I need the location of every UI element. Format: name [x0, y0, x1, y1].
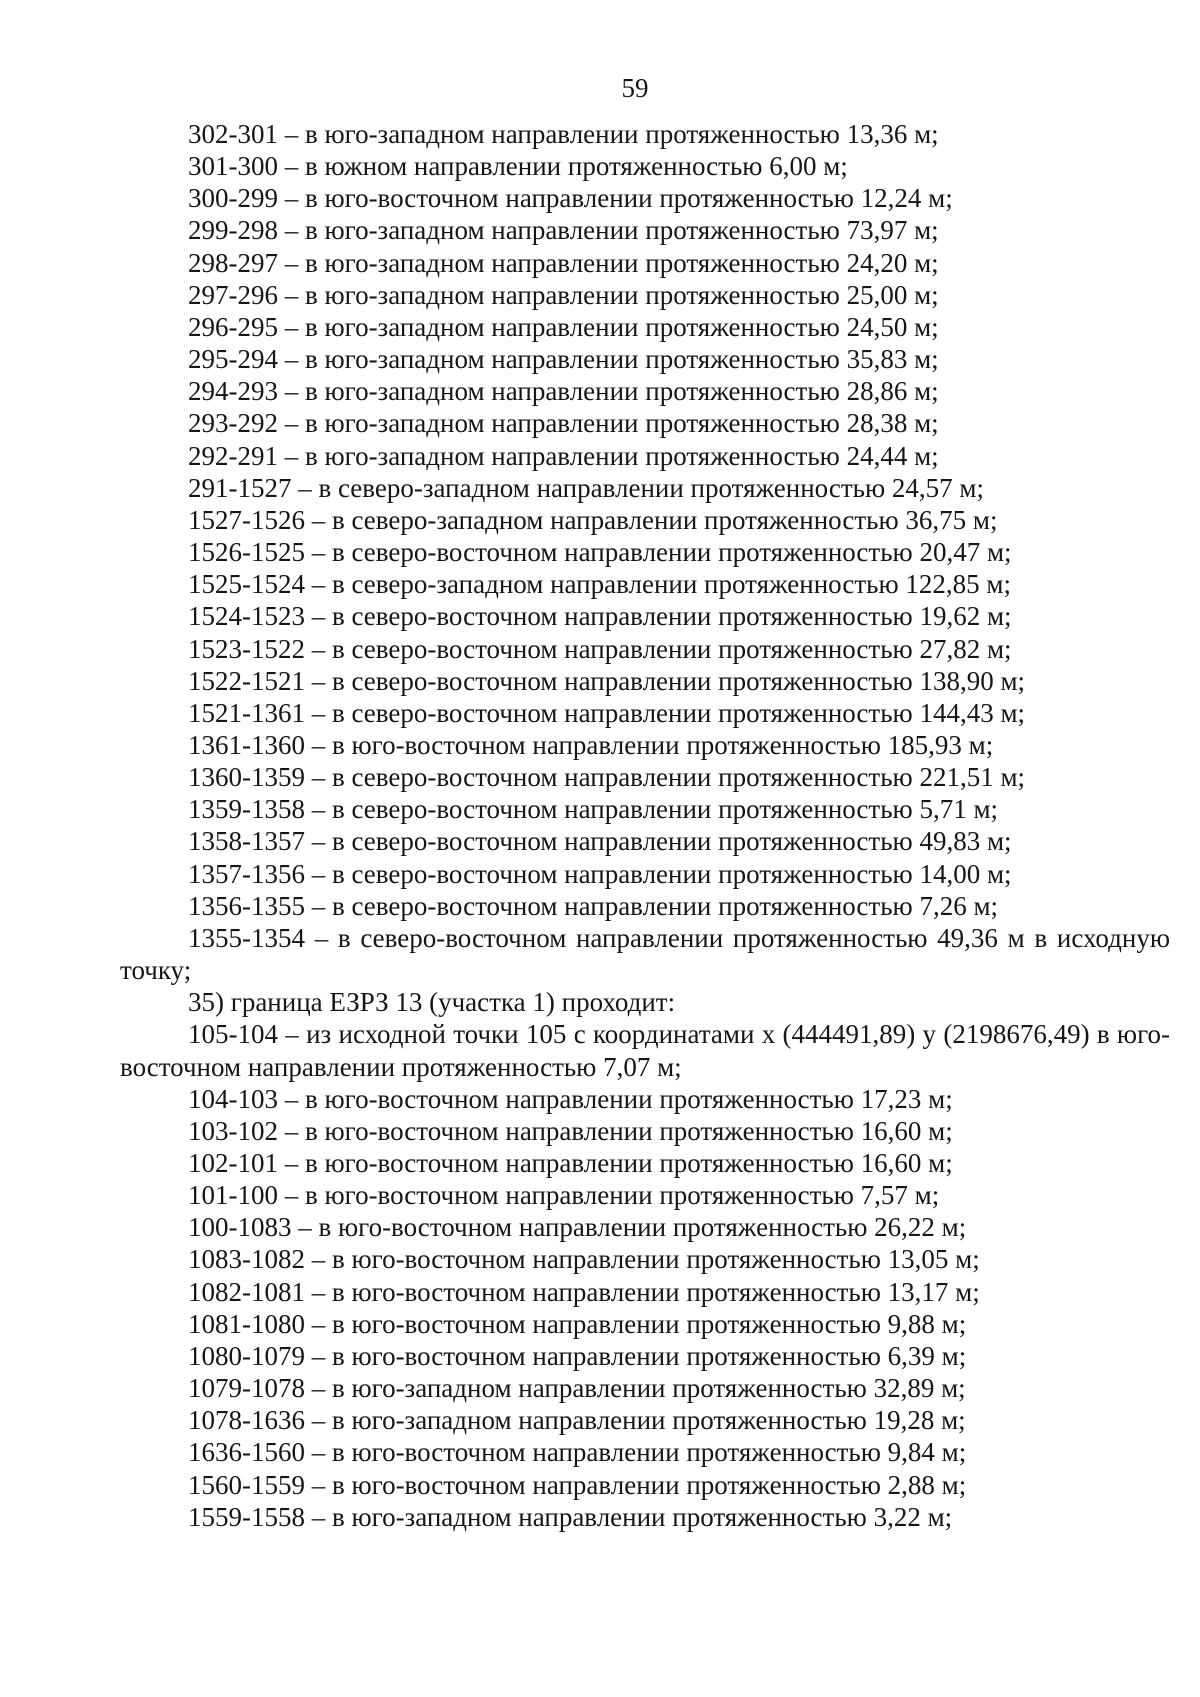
boundary-segment-final: 1355-1354 – в северо-восточном направлении протяженностью 49,36 м в исходную точку; — [120, 922, 1170, 986]
boundary-segment-line: 1356-1355 – в северо-восточном направлении протяженностью 7,26 м; — [188, 890, 999, 921]
boundary-segment-line: 1524-1523 – в северо-восточном направлении протяженностью 19,62 м; — [188, 601, 1012, 632]
boundary-segment-line: 102-101 – в юго-восточном направлении протяженностью 16,60 м; — [188, 1148, 953, 1178]
boundary-segment-line: 295-294 – в юго-западном направлении протяженностью 35,83 м; — [188, 344, 939, 375]
boundary-segment-line: 1080-1079 – в юго-восточном направлении протяженностью 6,39 м; — [188, 1340, 967, 1371]
boundary-segment-line: 301-300 – в южном направлении протяженностью 6,00 м; — [188, 151, 848, 182]
boundary-segment-line: 294-293 – в юго-западном направлении протяженностью 28,86 м; — [188, 376, 939, 407]
boundary-segment-line: 1360-1359 – в северо-восточном направлении протяженностью 221,51 м; — [188, 762, 1026, 793]
boundary-segment-line: 103-102 – в юго-восточном направлении протяженностью 16,60 м; — [188, 1115, 953, 1146]
boundary-segment-list — [120, 118, 1170, 922]
boundary-segment-line: 1359-1358 – в северо-восточном направлении протяженностью 5,71 м; — [188, 794, 999, 825]
boundary-segment-line: 293-292 – в юго-западном направлении протяженностью 28,38 м; — [188, 408, 939, 439]
boundary-segment-list-2 — [120, 1083, 1170, 1533]
section-heading: 35) граница ЕЗРЗ 13 (участка 1) проходит: — [188, 987, 676, 1018]
boundary-segment-line: 1521-1361 – в северо-восточном направлении протяженностью 144,43 м; — [188, 697, 1026, 728]
boundary-segment-line: 298-297 – в юго-западном направлении протяженностью 24,20 м; — [188, 247, 939, 278]
document-body — [120, 118, 1170, 1533]
boundary-segment-line: 104-103 – в юго-восточном направлении протяженностью 17,23 м; — [188, 1083, 953, 1114]
boundary-segment-line: 1526-1525 – в северо-восточном направлении протяженностью 20,47 м; — [188, 537, 1012, 568]
boundary-segment-start: 105-104 – из исходной точки 105 с координатами x (444491,89) y (2198676,49) в юго-восточном направлении протяженностью 7,07 м; — [120, 1019, 1170, 1082]
boundary-segment-line: 1523-1522 – в северо-восточном направлении протяженностью 27,82 м; — [188, 633, 1012, 664]
boundary-segment-line: 299-298 – в юго-западном направлении протяженностью 73,97 м; — [188, 215, 939, 246]
boundary-segment-line: 292-291 – в юго-западном направлении протяженностью 24,44 м; — [188, 440, 939, 471]
page-number: 59 — [621, 73, 649, 103]
boundary-segment-line: 1357-1356 – в северо-восточном направлении протяженностью 14,00 м; — [188, 858, 1012, 889]
boundary-segment-line: 1081-1080 – в юго-восточном направлении протяженностью 9,88 м; — [188, 1308, 967, 1339]
boundary-segment-line: 1559-1558 – в юго-западном направлении протяженностью 3,22 м; — [188, 1501, 953, 1532]
boundary-segment-line: 300-299 – в юго-восточном направлении протяженностью 12,24 м; — [188, 183, 953, 214]
boundary-segment-line: 1082-1081 – в юго-восточном направлении протяженностью 13,17 м; — [188, 1276, 980, 1307]
boundary-segment-line: 1078-1636 – в юго-западном направлении протяженностью 19,28 м; — [188, 1405, 966, 1436]
boundary-segment-line: 100-1083 – в юго-восточном направлении протяженностью 26,22 м; — [188, 1212, 967, 1243]
boundary-segment-line: 101-100 – в юго-восточном направлении протяженностью 7,57 м; — [188, 1180, 940, 1211]
boundary-segment-line: 1083-1082 – в юго-восточном направлении протяженностью 13,05 м; — [188, 1244, 980, 1275]
boundary-segment-line: 1527-1526 – в северо-западном направлении протяженностью 36,75 м; — [188, 504, 998, 535]
boundary-segment-line: 1525-1524 – в северо-западном направлении протяженностью 122,85 м; — [188, 569, 1011, 600]
boundary-segment-line: 1361-1360 – в юго-восточном направлении протяженностью 185,93 м; — [188, 729, 994, 760]
boundary-segment-line: 1522-1521 – в северо-восточном направлении протяженностью 138,90 м; — [188, 665, 1026, 696]
boundary-segment-line: 291-1527 – в северо-западном направлении протяженностью 24,57 м; — [188, 472, 984, 503]
boundary-segment-line: 296-295 – в юго-западном направлении протяженностью 24,50 м; — [188, 311, 939, 342]
boundary-segment-line: 1079-1078 – в юго-западном направлении протяженностью 32,89 м; — [188, 1373, 966, 1404]
boundary-segment-line: 1358-1357 – в северо-восточном направлении протяженностью 49,83 м; — [188, 826, 1012, 857]
boundary-segment-line: 297-296 – в юго-западном направлении протяженностью 25,00 м; — [188, 279, 939, 310]
boundary-segment-line: 1636-1560 – в юго-восточном направлении протяженностью 9,84 м; — [188, 1437, 967, 1468]
boundary-segment-line: 302-301 – в юго-западном направлении протяженностью 13,36 м; — [188, 119, 939, 149]
boundary-segment-line: 1560-1559 – в юго-восточном направлении протяженностью 2,88 м; — [188, 1469, 967, 1500]
